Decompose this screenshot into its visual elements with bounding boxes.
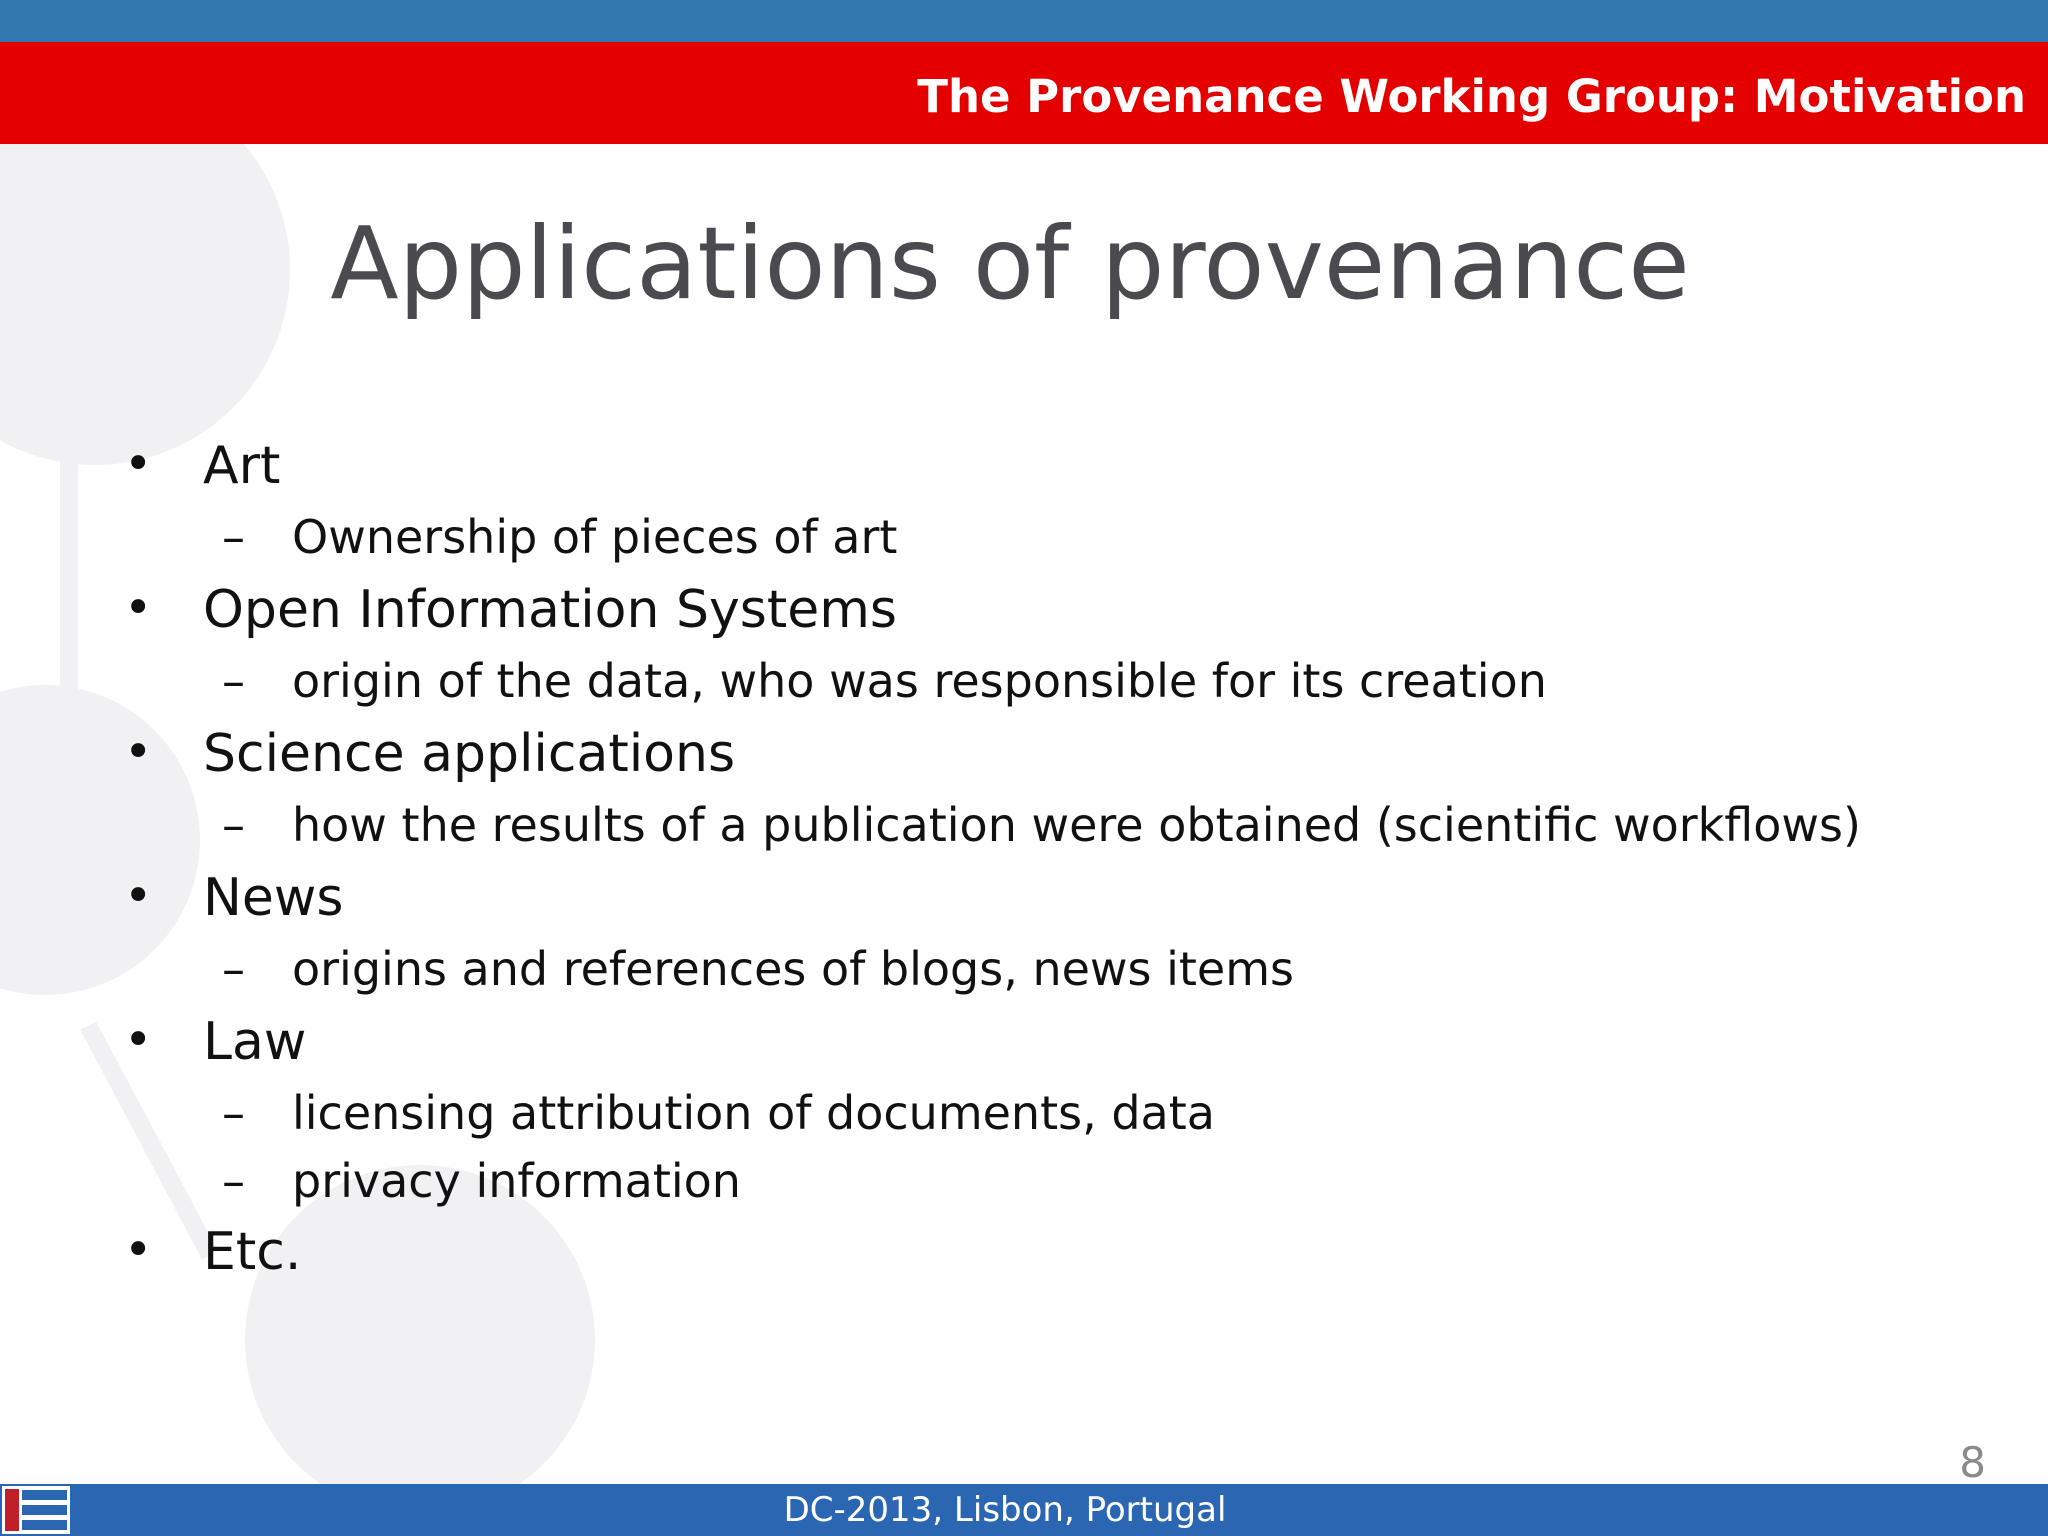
bullet-marker: • bbox=[124, 1222, 153, 1278]
sub-item-text: Ownership of pieces of art bbox=[292, 510, 898, 564]
sub-bullet-marker: – bbox=[222, 942, 245, 996]
sub-bullet-marker: – bbox=[222, 510, 245, 564]
bullet-marker: • bbox=[124, 580, 153, 636]
bullet-marker: • bbox=[124, 724, 153, 780]
bullet-text: Art bbox=[203, 436, 281, 496]
slide-title: Applications of provenance bbox=[330, 205, 1690, 322]
sub-bullet-marker: – bbox=[222, 1086, 245, 1140]
sub-bullet-marker: – bbox=[222, 654, 245, 708]
bullet-text: News bbox=[203, 868, 344, 928]
sub-item-text: origins and references of blogs, news items bbox=[292, 942, 1295, 996]
sub-item-text: how the results of a publication were obtained (scientific workflows) bbox=[292, 798, 1861, 852]
sub-bullet-marker: – bbox=[222, 798, 245, 852]
bullet-marker: • bbox=[124, 868, 153, 924]
sub-item-text: privacy information bbox=[292, 1154, 741, 1208]
bullet-marker: • bbox=[124, 1012, 153, 1068]
bullet-marker: • bbox=[124, 436, 153, 492]
header-title: The Provenance Working Group: Motivation bbox=[917, 70, 2026, 123]
sub-item-text: licensing attribution of documents, data bbox=[292, 1086, 1215, 1140]
sub-item-text: origin of the data, who was responsible for its creation bbox=[292, 654, 1547, 708]
bullet-text: Science applications bbox=[203, 724, 736, 784]
bullet-text: Etc. bbox=[203, 1222, 302, 1282]
page-number: 8 bbox=[1959, 1438, 1986, 1487]
bullet-text: Law bbox=[203, 1012, 307, 1072]
footer-text: DC-2013, Lisbon, Portugal bbox=[783, 1490, 1227, 1530]
bullet-text: Open Information Systems bbox=[203, 580, 897, 640]
sub-bullet-marker: – bbox=[222, 1154, 245, 1208]
